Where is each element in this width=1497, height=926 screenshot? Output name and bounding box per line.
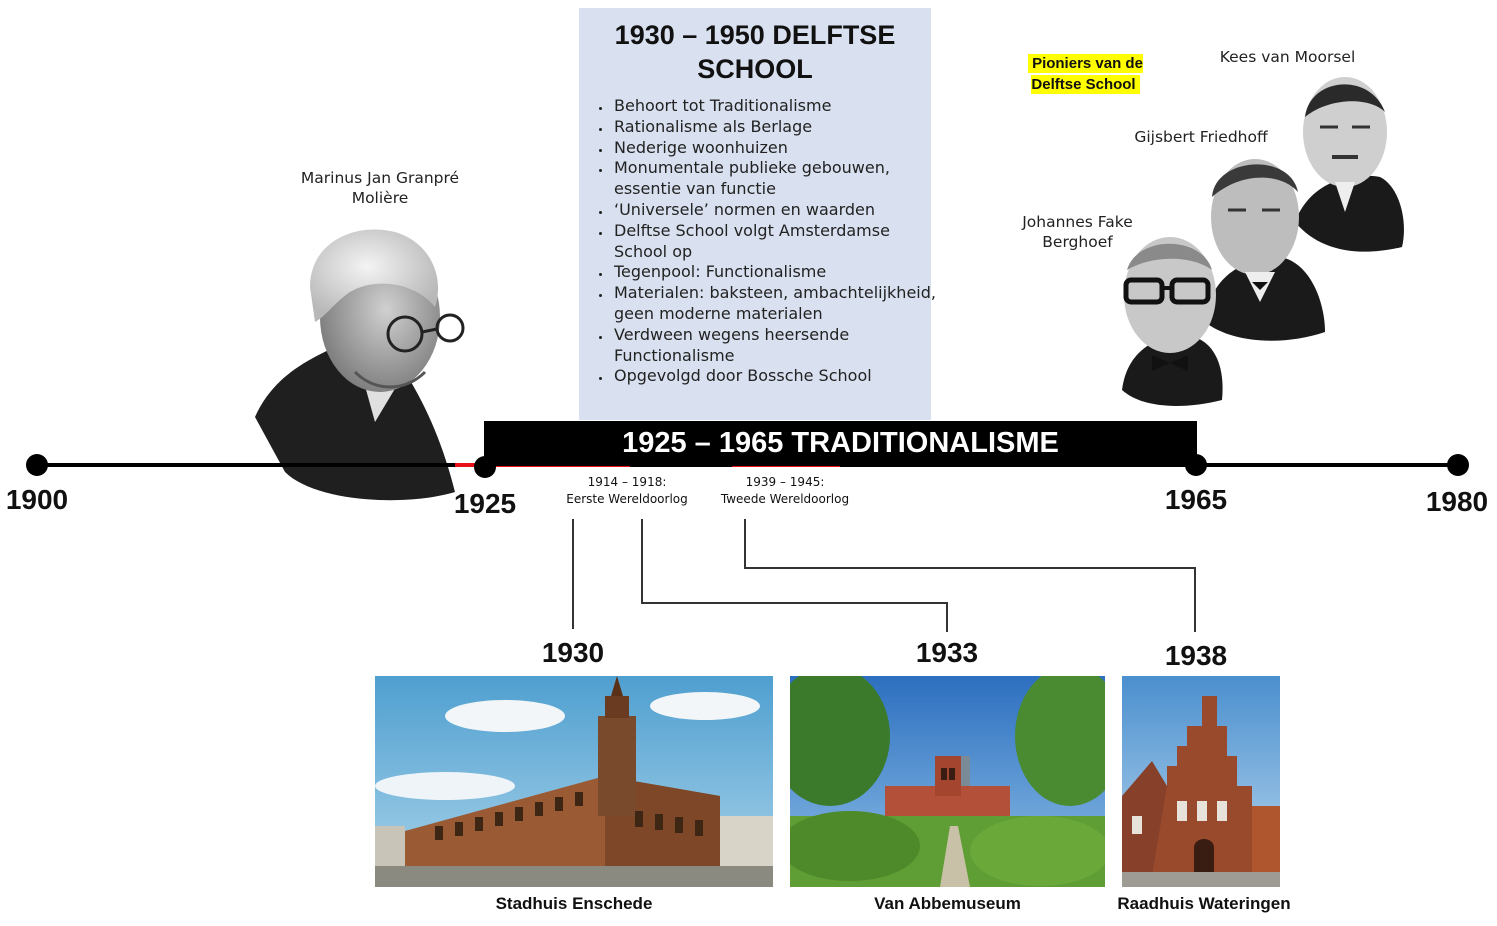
bullet-item: • Behoort tot Traditionalisme <box>612 96 947 117</box>
moliere-portrait <box>255 222 470 502</box>
bullet-item: • Tegenpool: Functionalisme <box>612 262 947 283</box>
berghoef-name-label: Johannes Fake Berghoef <box>1022 213 1133 251</box>
year-label-1965: 1965 <box>1164 484 1228 515</box>
war-period: 1939 – 1945: <box>745 475 825 489</box>
info-box-title: 1930 – 1950 DELFTSE SCHOOL <box>614 20 896 84</box>
caption-van-abbemuseum: Van Abbemuseum <box>874 894 1021 913</box>
friedhoff-name-label: Gijsbert Friedhoff <box>1134 128 1268 146</box>
moliere-name-label: Marinus Jan Granpré Molière <box>300 169 460 207</box>
connector-1933-vertical <box>641 519 643 603</box>
bullet-item: • Materialen: baksteen, ambachtelijkheid, geen moderne materialen <box>612 283 947 325</box>
war-name: Eerste Wereldoorlog <box>566 492 688 506</box>
connector-1933-horizontal <box>641 602 947 604</box>
caption-raadhuis-wateringen: Raadhuis Wateringen <box>1117 894 1291 913</box>
bullet-item: • Nederige woonhuizen <box>612 138 947 159</box>
connector-1933-drop <box>946 602 948 632</box>
timeline-dot-1925 <box>474 456 496 478</box>
building-year-1933: 1933 <box>915 637 979 668</box>
year-label-1900: 1900 <box>5 484 69 515</box>
connector-1938-vertical <box>744 519 746 568</box>
pioneers-label: Pioniers van de Delftse School <box>1013 53 1158 95</box>
war-period: 1914 – 1918: <box>587 475 667 489</box>
timeline-dot-1965 <box>1185 454 1207 476</box>
info-box-bullet-list <box>589 96 947 387</box>
timeline-dot-1980 <box>1447 454 1469 476</box>
stadhuis-enschede-photo <box>375 676 773 887</box>
caption-stadhuis-enschede: Stadhuis Enschede <box>495 894 653 913</box>
year-label-1980: 1980 <box>1425 486 1489 517</box>
bullet-item: • Verdween wegens heersende Functionalisme <box>612 325 947 367</box>
war-name: Tweede Wereldoorlog <box>720 492 850 506</box>
van-moorsel-name-label: Kees van Moorsel <box>1219 48 1356 66</box>
connector-1930 <box>572 519 574 629</box>
delftse-school-info-box <box>579 8 936 420</box>
building-year-1930: 1930 <box>541 637 605 668</box>
bullet-item: • Monumentale publieke gebouwen, essentie van functie <box>612 158 947 200</box>
bullet-item: • Rationalisme als Berlage <box>612 117 947 138</box>
building-year-1938: 1938 <box>1164 640 1228 671</box>
connector-1938-horizontal <box>744 567 1195 569</box>
berghoef-portrait <box>1112 230 1227 408</box>
timeline-dot-1900 <box>26 454 48 476</box>
van-abbemuseum-photo <box>790 676 1105 887</box>
bullet-item: • ‘Universele’ normen en waarden <box>612 200 947 221</box>
raadhuis-wateringen-photo <box>1122 676 1280 887</box>
bullet-item: • Delftse School volgt Amsterdamse School op <box>612 221 947 263</box>
era-title: 1925 – 1965 TRADITIONALISME <box>622 427 1059 459</box>
world-war-2-label <box>710 474 860 508</box>
world-war-1-label <box>552 474 702 508</box>
bullet-item: • Opgevolgd door Bossche School <box>612 366 947 387</box>
connector-1938-drop <box>1194 567 1196 632</box>
year-label-1925: 1925 <box>453 488 517 519</box>
